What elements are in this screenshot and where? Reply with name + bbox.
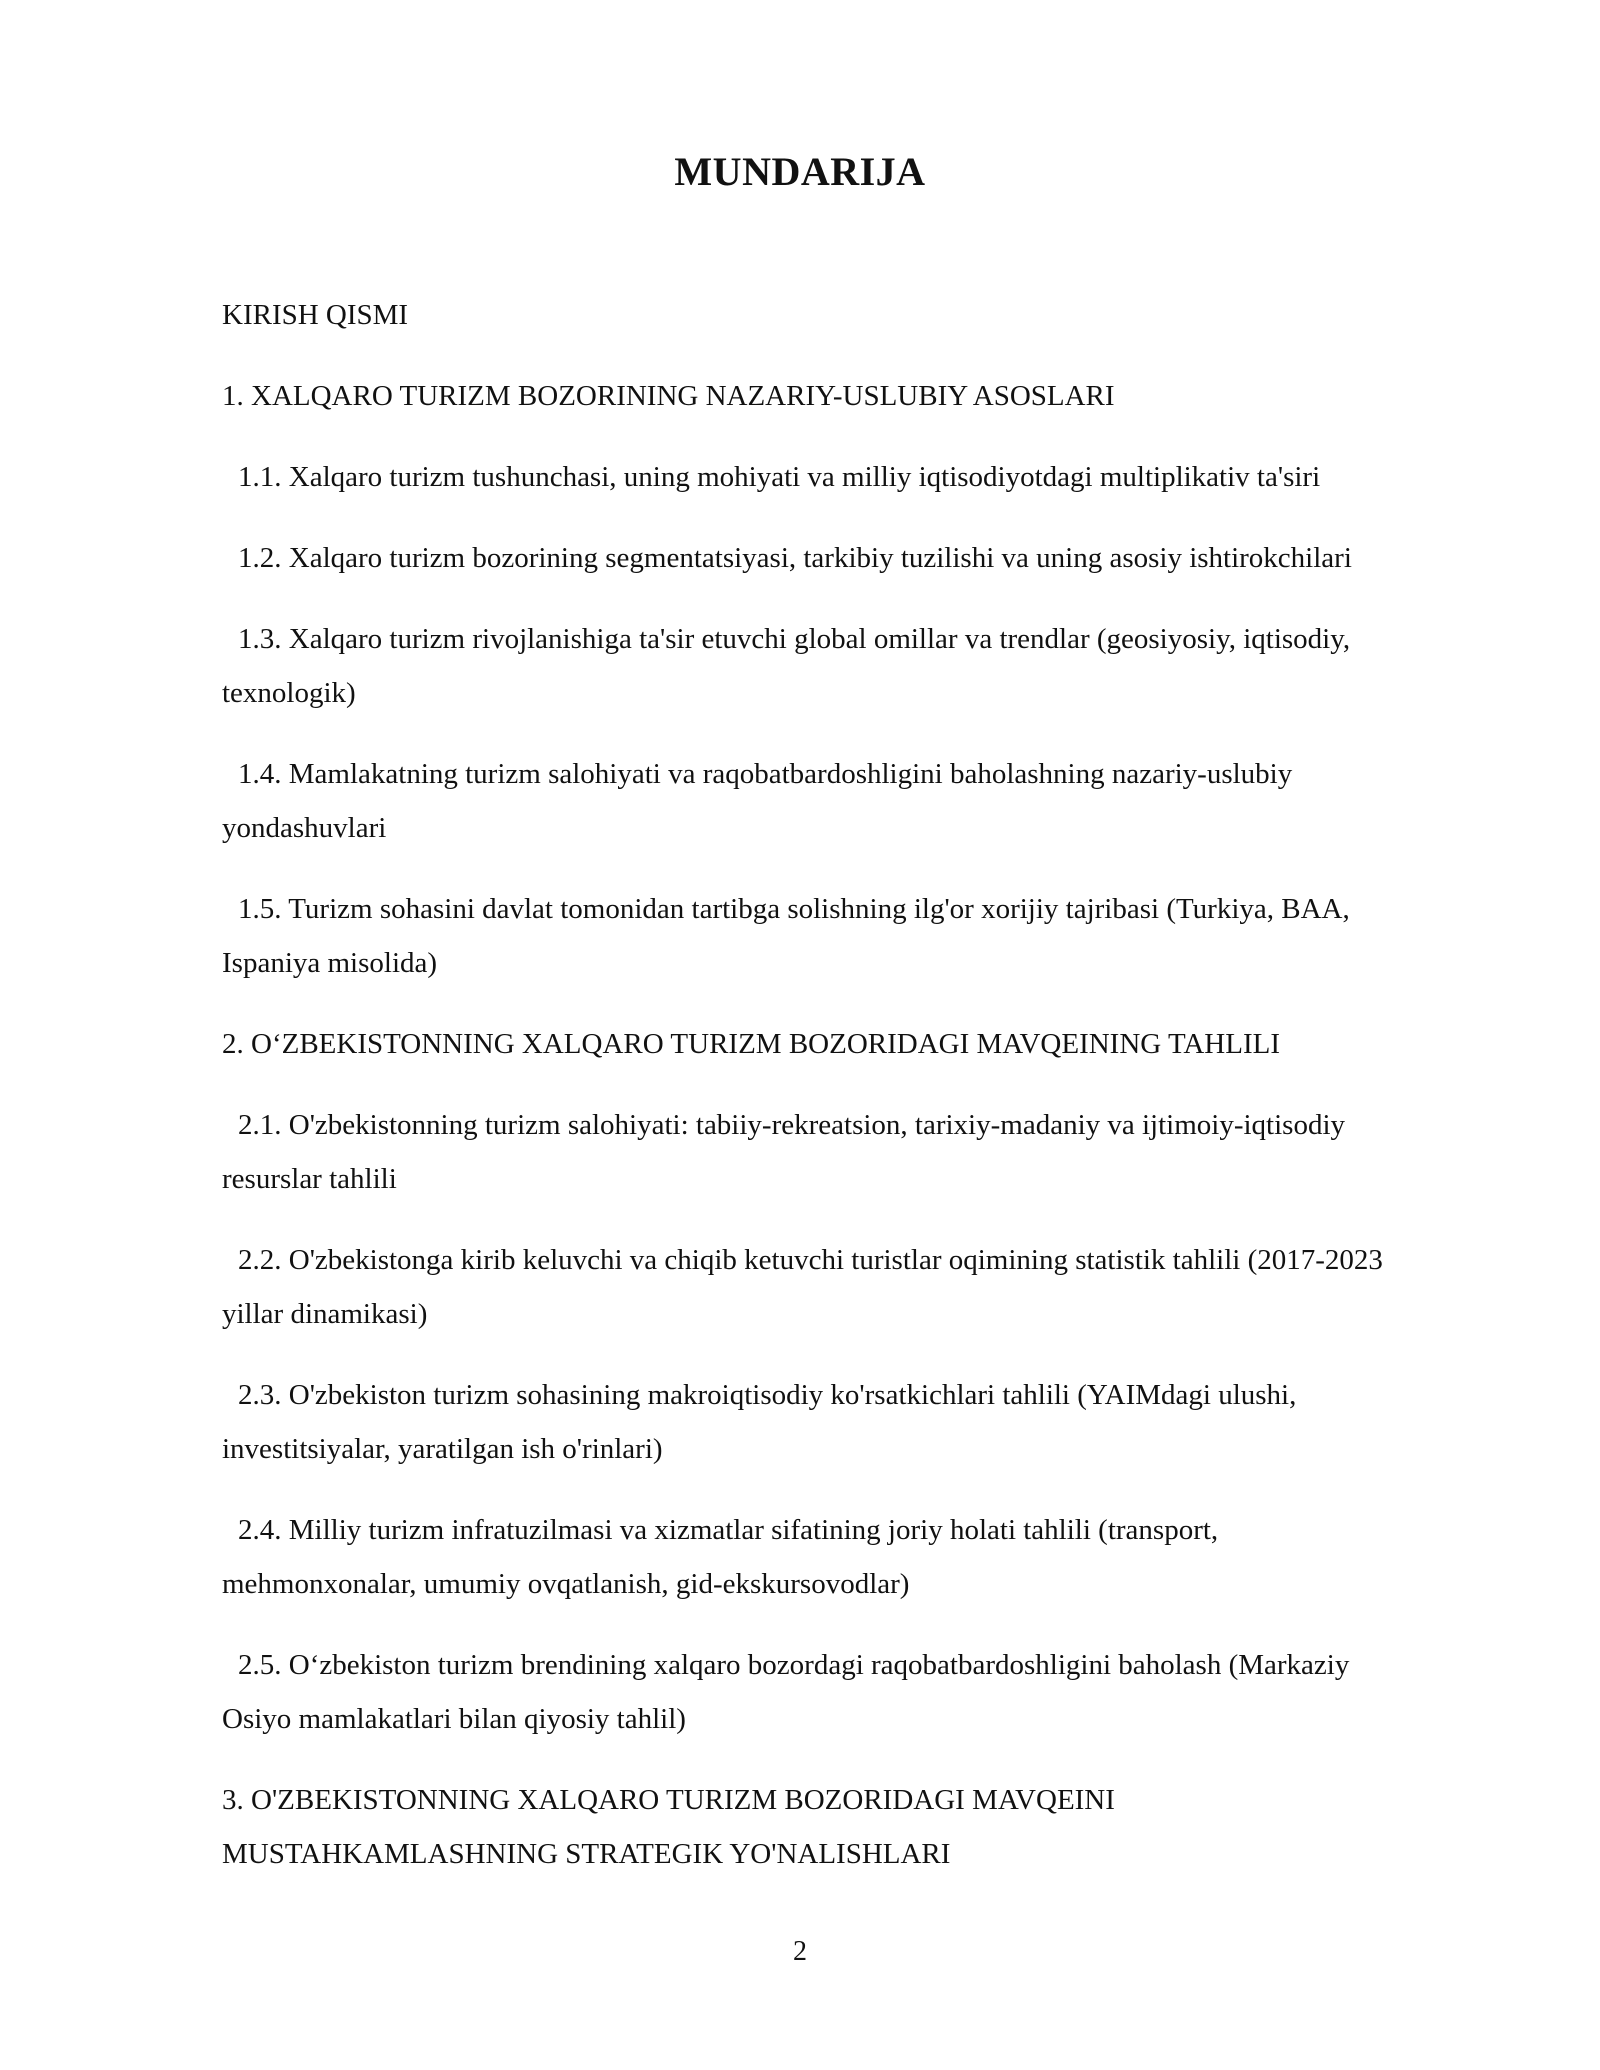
toc-entry-text: MUSTAHKAMLASHNING STRATEGIK YO'NALISHLARI <box>222 1838 951 1870</box>
toc-section-entry <box>222 369 1482 423</box>
toc-entry-text: Osiyo mamlakatlari bilan qiyosiy tahlil) <box>222 1703 686 1735</box>
toc-section-entry <box>222 288 1482 342</box>
toc-subsection-entry <box>222 531 1482 585</box>
toc-entry-text: 2.4. Milliy turizm infratuzilmasi va xizmatlar sifatining joriy holati tahlili (transport, <box>238 1514 1219 1546</box>
toc-subsection-entry <box>222 1098 1482 1206</box>
toc-entry-text: Ispaniya misolida) <box>222 947 438 979</box>
toc-subsection-entry <box>222 1233 1482 1341</box>
toc-subsection-entry <box>222 1638 1482 1746</box>
toc-entry-text: texnologik) <box>222 677 356 709</box>
toc-subsection-entry <box>222 1503 1482 1611</box>
toc-entry-text: 2.2. O'zbekistonga kirib keluvchi va chiqib ketuvchi turistlar oqimining statistik tahlili (2017-2023 <box>238 1244 1383 1276</box>
toc-entry-text: 2.1. O'zbekistonning turizm salohiyati: tabiiy-rekreatsion, tarixiy-madaniy va ijtimoiy-iqtisodiy <box>238 1109 1346 1141</box>
toc-entry-text: resurslar tahlili <box>222 1163 397 1195</box>
toc-entry-text: 1.5. Turizm sohasini davlat tomonidan tartibga solishning ilg'or xorijiy tajribasi (Turkiya, BAA, <box>238 893 1350 925</box>
toc-subsection-entry <box>222 882 1482 990</box>
toc-subsection-entry <box>222 1368 1482 1476</box>
toc-entry-text: 2.3. O'zbekiston turizm sohasining makroiqtisodiy ko'rsatkichlari tahlili (YAIMdagi ulushi, <box>238 1379 1297 1411</box>
toc-entry-text: 3. O'ZBEKISTONNING XALQARO TURIZM BOZORIDAGI MAVQEINI <box>222 1784 1115 1816</box>
document-title: MUNDARIJA <box>674 149 926 194</box>
toc-subsection-entry <box>222 612 1482 720</box>
toc-entry-text: 1. XALQARO TURIZM BOZORINING NAZARIY-USLUBIY ASOSLARI <box>222 380 1115 412</box>
toc-entry-text: investitsiyalar, yaratilgan ish o'rinlari) <box>222 1433 663 1465</box>
toc-entry-text: 2. O‘ZBEKISTONNING XALQARO TURIZM BOZORIDAGI MAVQEINING TAHLILI <box>222 1028 1280 1060</box>
toc-entry-text: yillar dinamikasi) <box>222 1298 428 1330</box>
toc-entry-text: KIRISH QISMI <box>222 299 409 331</box>
toc-entry-text: 1.1. Xalqaro turizm tushunchasi, uning mohiyati va milliy iqtisodiyotdagi multiplikativ ta'siri <box>238 461 1321 493</box>
toc-entry-text: 2.5. O‘zbekiston turizm brendining xalqaro bozordagi raqobatbardoshligini baholash (Markaziy <box>238 1649 1350 1681</box>
toc-entry-text: yondashuvlari <box>222 812 387 844</box>
toc-entry-text: 1.3. Xalqaro turizm rivojlanishiga ta'sir etuvchi global omillar va trendlar (geosiyosiy, iqtisodiy, <box>238 623 1351 655</box>
toc-entry-text: 1.2. Xalqaro turizm bozorining segmentatsiyasi, tarkibiy tuzilishi va uning asosiy ishtirokchilari <box>238 542 1352 574</box>
toc-section-entry <box>222 1773 1482 1881</box>
toc-entry-text: mehmonxonalar, umumiy ovqatlanish, gid-ekskursovodlar) <box>222 1568 910 1600</box>
toc-subsection-entry <box>222 450 1482 504</box>
toc-entry-text: 1.4. Mamlakatning turizm salohiyati va raqobatbardoshligini baholashning nazariy-uslubiy <box>238 758 1293 790</box>
table-of-contents <box>222 288 1482 1908</box>
toc-subsection-entry <box>222 747 1482 855</box>
toc-section-entry <box>222 1017 1482 1071</box>
page-number: 2 <box>793 1936 807 1967</box>
